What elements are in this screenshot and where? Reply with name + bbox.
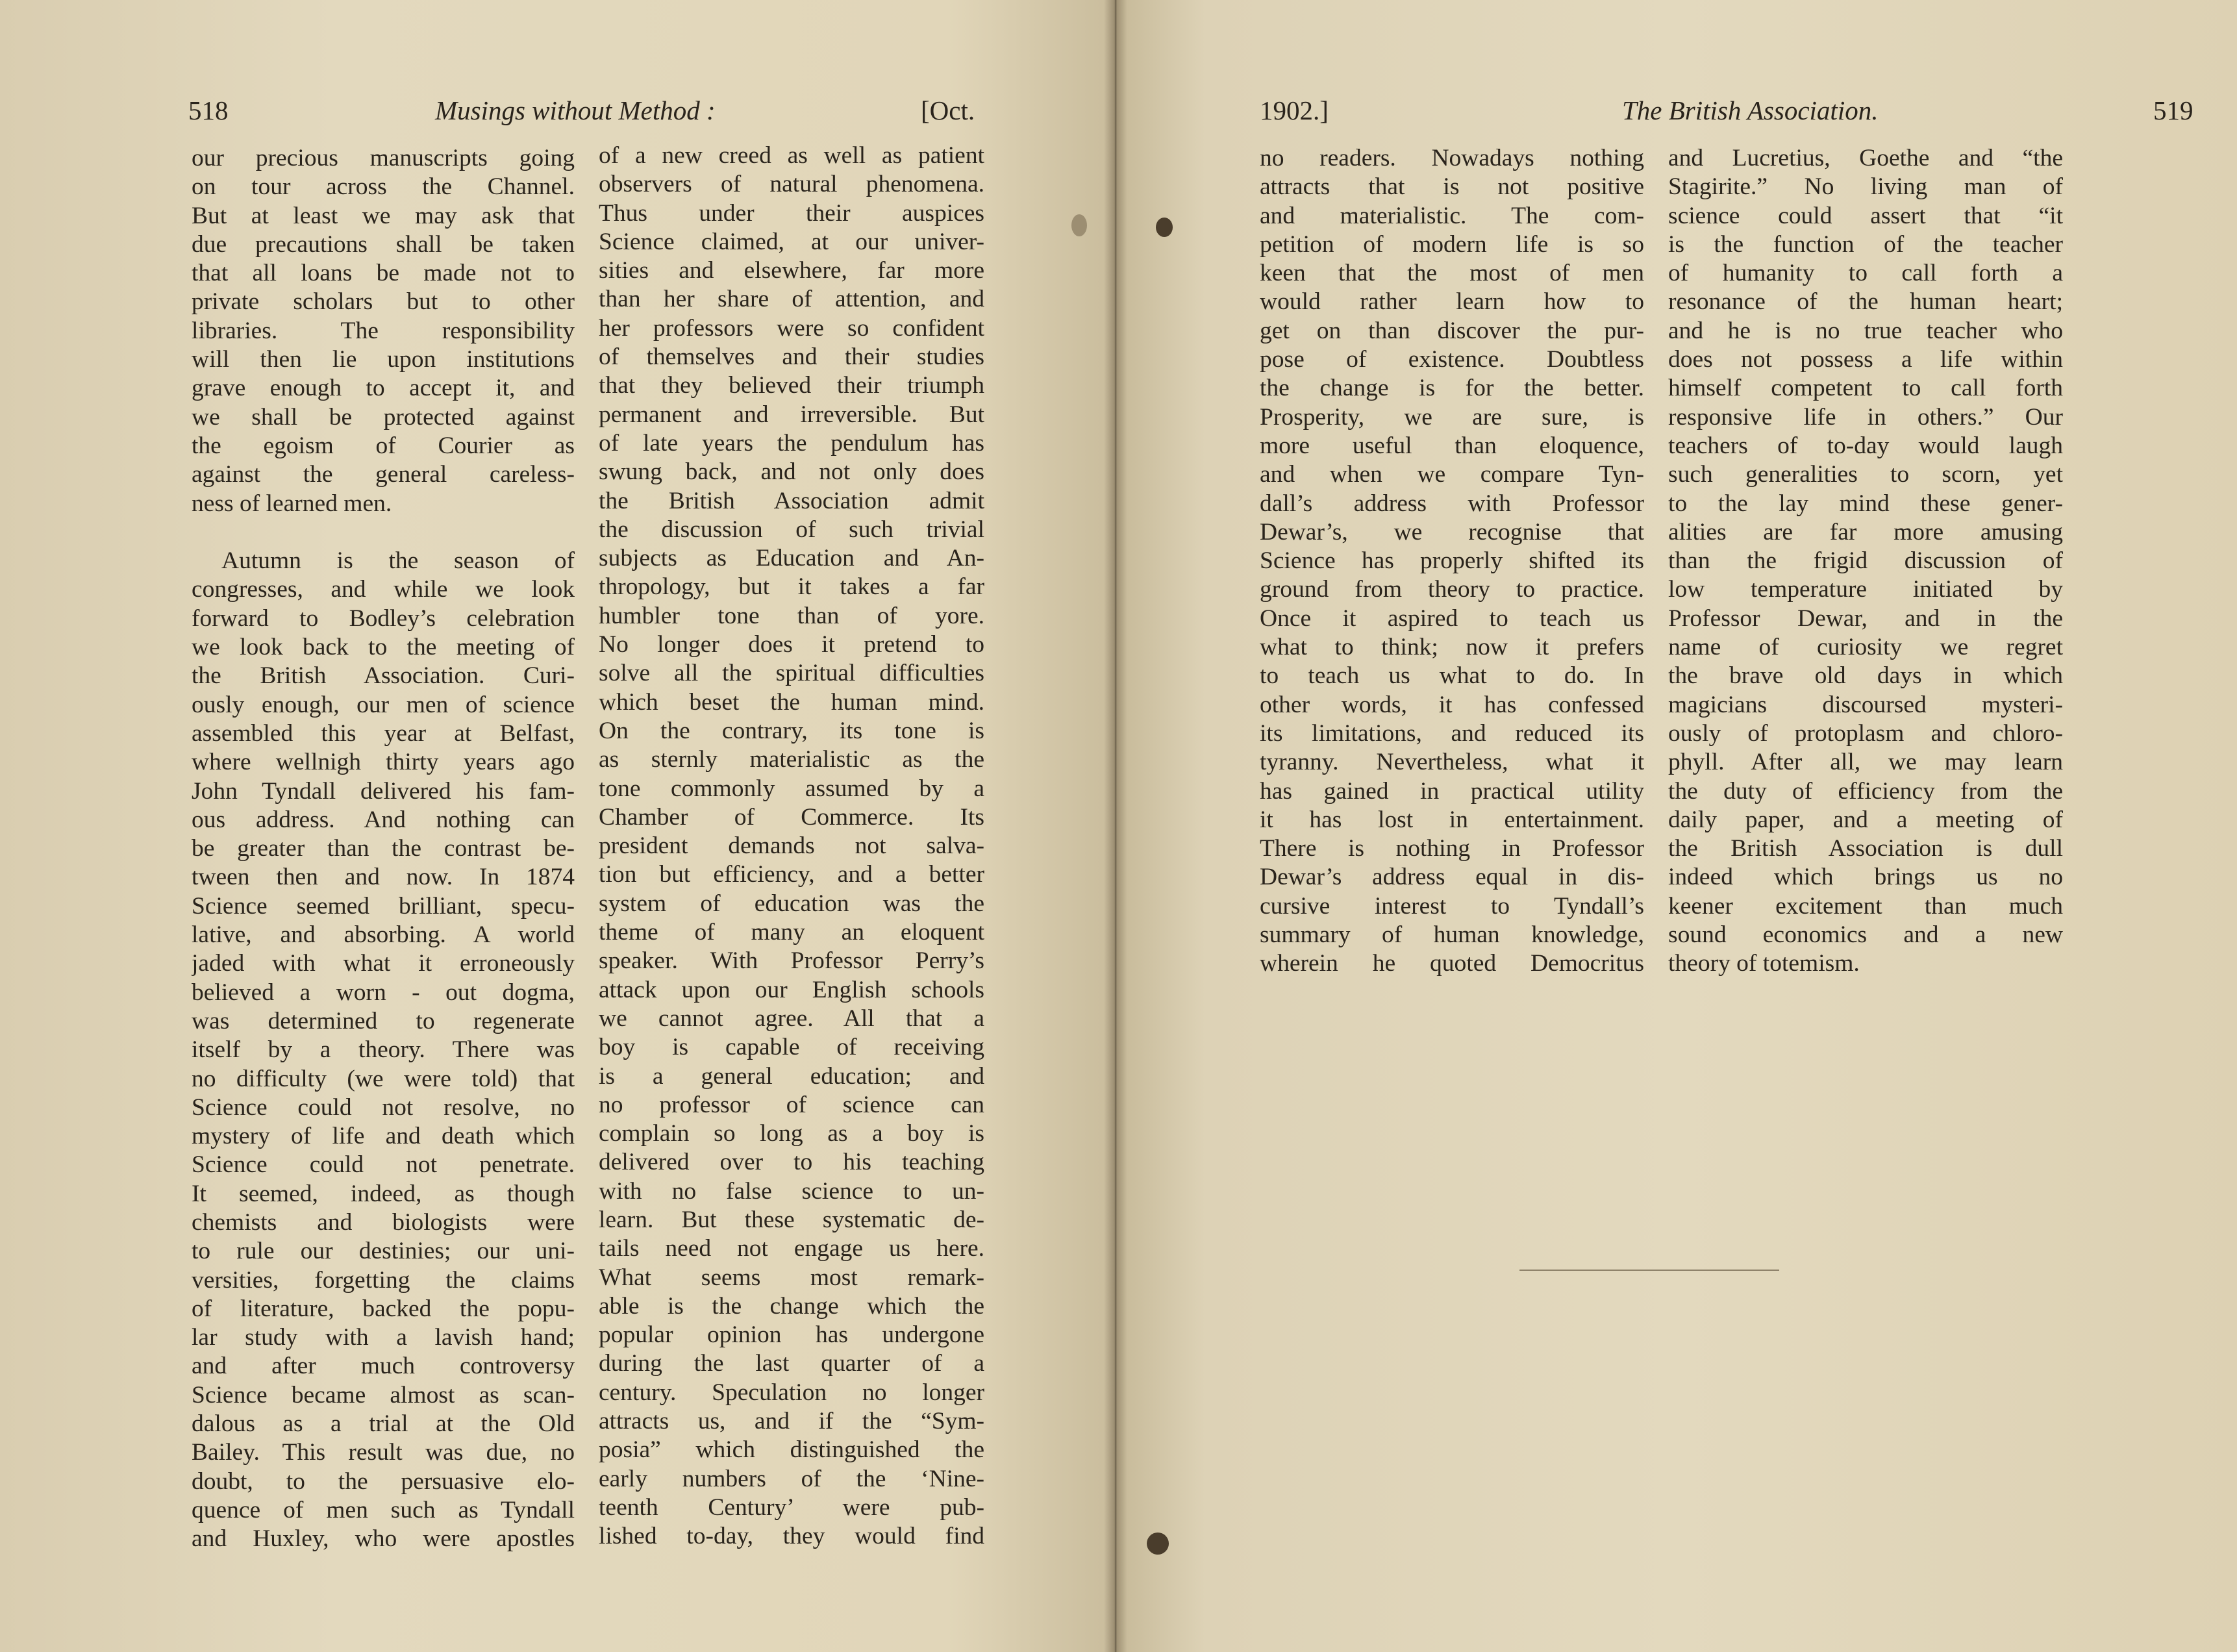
text-line: our precious manuscripts going	[192, 145, 575, 171]
right-column-2	[1668, 144, 2063, 979]
text-line: theory of totemism.	[1668, 950, 1860, 977]
text-line: that all loans be made not to	[192, 260, 575, 287]
text-line: to rule our destinies; our uni-	[192, 1238, 575, 1265]
text-line: private scholars but to other	[192, 288, 575, 316]
text-line: teenth Century’ were pub-	[599, 1494, 984, 1521]
binding-hole	[1156, 218, 1173, 237]
text-line: himself competent to call forth	[1668, 375, 2063, 402]
text-line: no readers. Nowadays nothing	[1260, 145, 1644, 171]
text-line: attack upon our English schools	[599, 976, 984, 1003]
text-line: the change is for the better.	[1260, 375, 1644, 402]
text-line: indeed which brings us no	[1668, 864, 2063, 891]
text-line: is the function of the teacher	[1668, 231, 2063, 258]
text-line: and Lucretius, Goethe and “the	[1668, 145, 2063, 171]
text-line: grave enough to accept it, and	[192, 375, 575, 402]
text-line: tone commonly assumed by a	[599, 775, 984, 802]
left-page	[0, 0, 1116, 1652]
text-line: sities and elsewhere, far more	[599, 257, 984, 284]
text-line: name of curiosity we regret	[1668, 634, 2063, 661]
text-line: as sternly materialistic as the	[599, 746, 984, 773]
text-line: Bailey. This result was due, no	[192, 1439, 575, 1466]
text-line: the discussion of such trivial	[599, 516, 984, 543]
text-line: we look back to the meeting of	[192, 634, 575, 661]
text-line: that they believed their triumph	[599, 372, 984, 399]
text-line: Prosperity, we are sure, is	[1260, 403, 1644, 431]
text-line: other words, it has confessed	[1260, 691, 1644, 718]
text-line: dalous as a trial at the Old	[192, 1410, 575, 1438]
binding-hole	[1071, 214, 1087, 236]
text-line: complain so long as a boy is	[599, 1120, 984, 1147]
text-line: ness of learned men.	[192, 490, 392, 517]
text-line: due precautions shall be taken	[192, 231, 575, 258]
text-line: will then lie upon institutions	[192, 346, 575, 373]
right-date-mark: 1902.]	[1260, 95, 1329, 125]
text-line: teachers of to-day would laugh	[1668, 432, 2063, 459]
text-line: petition of modern life is so	[1260, 231, 1644, 258]
right-column-1	[1260, 144, 1644, 979]
text-line: does not possess a life within	[1668, 346, 2063, 373]
text-line: pose of existence. Doubtless	[1260, 346, 1644, 373]
text-line: and materialistic. The com-	[1260, 202, 1644, 229]
text-line: resonance of the human heart;	[1668, 288, 2063, 316]
right-page-number: 519	[2153, 95, 2193, 125]
text-line: humbler tone than of yore.	[599, 602, 984, 629]
text-line: lar study with a lavish hand;	[192, 1324, 575, 1351]
text-line: forward to Bodley’s celebration	[192, 605, 575, 632]
text-line: No longer does it pretend to	[599, 631, 984, 658]
text-line: thropology, but it takes a far	[599, 573, 984, 601]
text-line: Autumn is the season of	[221, 547, 575, 575]
left-date-mark: [Oct.	[921, 95, 975, 125]
text-line: keener excitement than much	[1668, 892, 2063, 920]
text-line: popular opinion has undergone	[599, 1321, 984, 1349]
text-line: It seemed, indeed, as though	[192, 1180, 575, 1207]
text-line: ground from theory to practice.	[1260, 576, 1644, 603]
text-line: daily paper, and a meeting of	[1668, 806, 2063, 833]
text-line: we cannot agree. All that a	[599, 1005, 984, 1032]
text-line: was determined to regenerate	[192, 1007, 575, 1034]
text-line: of literature, backed the popu-	[192, 1295, 575, 1322]
text-line: of late years the pendulum has	[599, 429, 984, 457]
text-line: able is the change which the	[599, 1292, 984, 1320]
text-line: responsive life in others.” Our	[1668, 403, 2063, 431]
text-line: the British Association admit	[599, 487, 984, 514]
text-line: magicians discoursed mysteri-	[1668, 691, 2063, 718]
text-line	[192, 518, 575, 547]
text-line: learn. But these systematic de-	[599, 1206, 984, 1233]
text-line: chemists and biologists were	[192, 1208, 575, 1236]
text-line: phyll. After all, we may learn	[1668, 749, 2063, 776]
text-line: keen that the most of men	[1260, 260, 1644, 287]
text-line: has gained in practical utility	[1260, 777, 1644, 805]
book-gutter	[1104, 0, 1127, 1652]
text-line: and when we compare Tyn-	[1260, 461, 1644, 488]
text-line: subjects as Education and An-	[599, 545, 984, 572]
text-line: the brave old days in which	[1668, 662, 2063, 690]
text-line: assembled this year at Belfast,	[192, 720, 575, 747]
text-line: sound economics and a new	[1668, 921, 2063, 949]
left-page-number: 518	[188, 95, 229, 125]
text-line: Science could not resolve, no	[192, 1094, 575, 1121]
text-line: But at least we may ask that	[192, 202, 575, 229]
text-line: than her share of attention, and	[599, 286, 984, 313]
text-line: it has lost in entertainment.	[1260, 806, 1644, 833]
text-line: Dewar’s address equal in dis-	[1260, 864, 1644, 891]
text-line: itself by a theory. There was	[192, 1036, 575, 1064]
text-line: speaker. With Professor Perry’s	[599, 947, 984, 975]
text-line: low temperature initiated by	[1668, 576, 2063, 603]
text-line: lative, and absorbing. A world	[192, 921, 575, 949]
text-line: such generalities to scorn, yet	[1668, 461, 2063, 488]
text-line: no professor of science can	[599, 1091, 984, 1118]
text-line: we shall be protected against	[192, 403, 575, 431]
text-line: than the frigid discussion of	[1668, 547, 2063, 575]
text-line: more useful than eloquence,	[1260, 432, 1644, 459]
text-line: with no false science to un-	[599, 1177, 984, 1205]
text-line: of themselves and their studies	[599, 344, 984, 371]
text-line: tion but efficiency, and a better	[599, 861, 984, 888]
text-line: On the contrary, its tone is	[599, 717, 984, 744]
text-line: ous address. And nothing can	[192, 806, 575, 833]
text-line: attracts us, and if the “Sym-	[599, 1408, 984, 1435]
text-line: get on than discover the pur-	[1260, 317, 1644, 344]
text-line: Once it aspired to teach us	[1260, 605, 1644, 632]
text-line: and Huxley, who were apostles	[192, 1525, 575, 1553]
text-line: lished to-day, they would find	[599, 1523, 984, 1550]
text-line: tails need not engage us here.	[599, 1235, 984, 1262]
text-line: to the lay mind these gener-	[1668, 490, 2063, 517]
text-line: Science could not penetrate.	[192, 1151, 575, 1179]
text-line: and he is no true teacher who	[1668, 317, 2063, 344]
text-line: What seems most remark-	[599, 1264, 984, 1291]
left-column-2	[599, 142, 984, 1551]
text-line: summary of human knowledge,	[1260, 921, 1644, 949]
text-line: theme of many an eloquent	[599, 919, 984, 946]
text-line: the British Association. Curi-	[192, 662, 575, 690]
text-line: Chamber of Commerce. Its	[599, 803, 984, 831]
text-line: which beset the human mind.	[599, 688, 984, 716]
text-line: versities, forgetting the claims	[192, 1266, 575, 1294]
text-line: Science claimed, at our univer-	[599, 228, 984, 255]
right-page	[1116, 0, 2237, 1652]
section-end-rule	[1519, 1270, 1779, 1271]
text-line: system of education was the	[599, 890, 984, 917]
text-line: Thus under their auspices	[599, 199, 984, 227]
text-line: Science has properly shifted its	[1260, 547, 1644, 575]
text-line: where wellnigh thirty years ago	[192, 749, 575, 776]
left-column-1	[192, 144, 575, 1554]
text-line: of a new creed as well as patient	[599, 142, 984, 169]
right-running-head	[1260, 91, 2193, 130]
text-line: during the last quarter of a	[599, 1350, 984, 1377]
left-running-head	[188, 91, 984, 130]
text-line: against the general careless-	[192, 461, 575, 488]
text-line: the duty of efficiency from the	[1668, 777, 2063, 805]
text-line: solve all the spiritual difficulties	[599, 660, 984, 687]
text-line: no difficulty (we were told) that	[192, 1065, 575, 1092]
text-line: Professor Dewar, and in the	[1668, 605, 2063, 632]
text-line: Dewar’s, we recognise that	[1260, 518, 1644, 545]
text-line: quence of men such as Tyndall	[192, 1496, 575, 1523]
text-line: early numbers of the ‘Nine-	[599, 1465, 984, 1492]
text-line: John Tyndall delivered his fam-	[192, 777, 575, 805]
text-line: to teach us what to do. In	[1260, 662, 1644, 690]
text-line: observers of natural phenomena.	[599, 171, 984, 198]
text-line: Science became almost as scan-	[192, 1381, 575, 1408]
text-line: what to think; now it prefers	[1260, 634, 1644, 661]
text-line: on tour across the Channel.	[192, 173, 575, 201]
text-line: believed a worn - out dogma,	[192, 979, 575, 1006]
text-line: the British Association is dull	[1668, 835, 2063, 862]
text-line: tyranny. Nevertheless, what it	[1260, 749, 1644, 776]
text-line: its limitations, and reduced its	[1260, 720, 1644, 747]
text-line: mystery of life and death which	[192, 1123, 575, 1150]
text-line: attracts that is not positive	[1260, 173, 1644, 201]
text-line: century. Speculation no longer	[599, 1379, 984, 1406]
text-line: ously of protoplasm and chloro-	[1668, 720, 2063, 747]
text-line: science could assert that “it	[1668, 202, 2063, 229]
right-running-title: The British Association.	[1622, 95, 1879, 125]
binding-hole	[1147, 1533, 1169, 1555]
text-line: president demands not salva-	[599, 832, 984, 860]
text-line: swung back, and not only does	[599, 458, 984, 486]
text-line: jaded with what it erroneously	[192, 950, 575, 977]
text-line: doubt, to the persuasive elo-	[192, 1468, 575, 1495]
text-line: There is nothing in Professor	[1260, 835, 1644, 862]
text-line: would rather learn how to	[1260, 288, 1644, 316]
text-line: and after much controversy	[192, 1353, 575, 1380]
text-line: the egoism of Courier as	[192, 432, 575, 459]
text-line: of humanity to call forth a	[1668, 260, 2063, 287]
text-line: dall’s address with Professor	[1260, 490, 1644, 517]
text-line: alities are far more amusing	[1668, 518, 2063, 545]
text-line: boy is capable of receiving	[599, 1034, 984, 1061]
text-line: her professors were so confident	[599, 314, 984, 342]
text-line: tween then and now. In 1874	[192, 864, 575, 891]
text-line: Science seemed brilliant, specu-	[192, 892, 575, 920]
text-line: libraries. The responsibility	[192, 317, 575, 344]
text-line: permanent and irreversible. But	[599, 401, 984, 428]
text-line: delivered over to his teaching	[599, 1149, 984, 1176]
text-line: cursive interest to Tyndall’s	[1260, 892, 1644, 920]
text-line: wherein he quoted Democritus	[1260, 950, 1644, 977]
text-line: posia” which distinguished the	[599, 1436, 984, 1464]
text-line: is a general education; and	[599, 1062, 984, 1090]
left-running-title: Musings without Method :	[435, 95, 716, 125]
text-line: be greater than the contrast be-	[192, 835, 575, 862]
text-line: congresses, and while we look	[192, 576, 575, 603]
text-line: Stagirite.” No living man of	[1668, 173, 2063, 201]
text-line: ously enough, our men of science	[192, 691, 575, 718]
